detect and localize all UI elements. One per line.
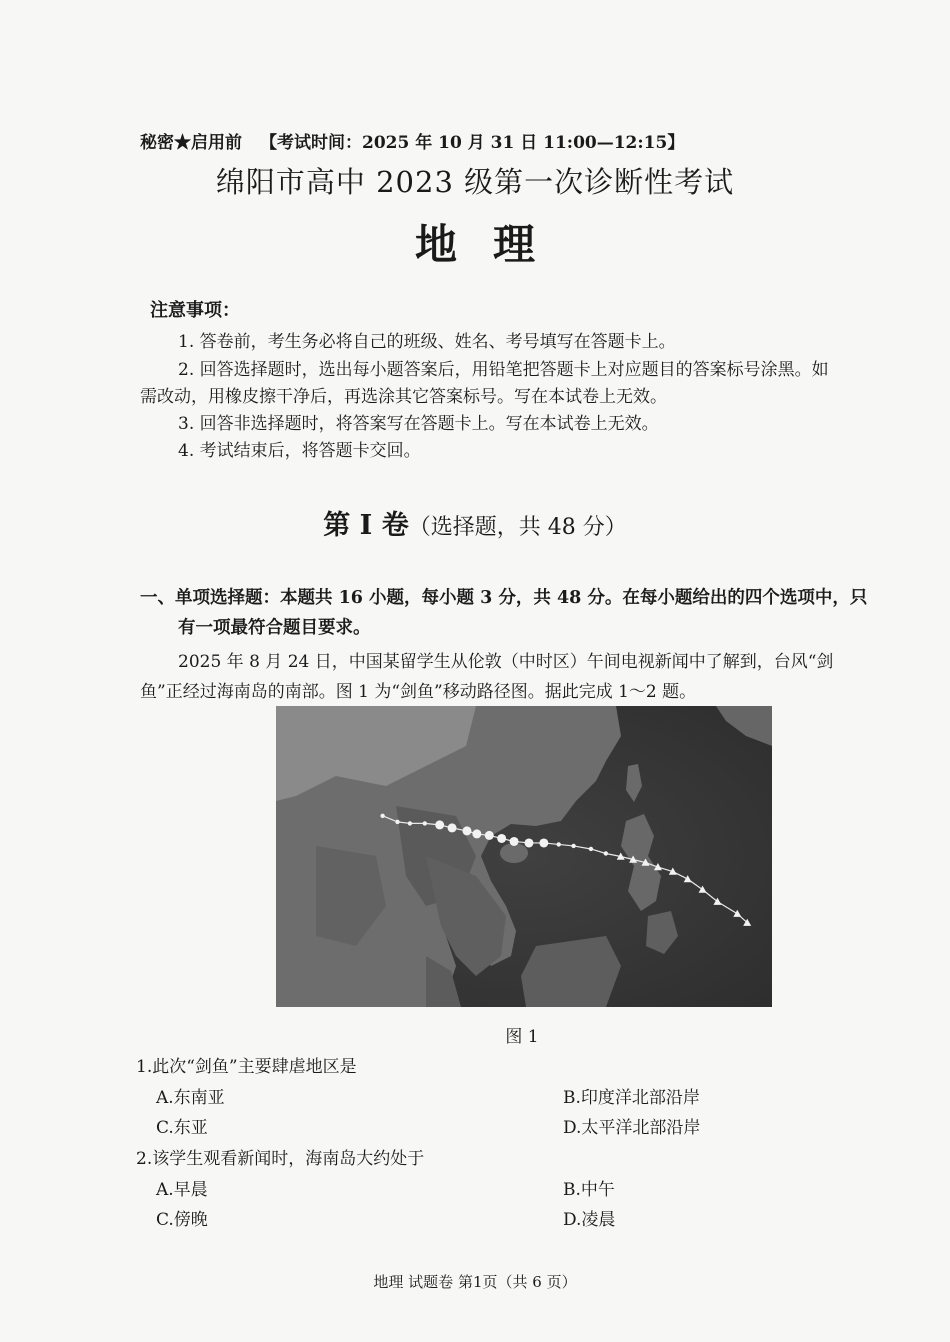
section-heading: 一、单项选择题：本题共 16 小题，每小题 3 分，共 48 分。在每小题给出的四个选项中，只 [140, 588, 868, 608]
track-marker [604, 851, 608, 855]
satellite-map-image [276, 706, 772, 1007]
track-marker [395, 820, 399, 824]
track-marker [448, 823, 457, 832]
question-1-option-d[interactable]: D.太平洋北部沿岸 [563, 1118, 701, 1138]
header-line [140, 128, 702, 153]
intro-text: 鱼”正经过海南岛的南部。图 1 为“剑鱼”移动路径图。据此完成 1～2 题。 [140, 682, 697, 702]
question-2-stem: 2.该学生观看新闻时，海南岛大约处于 [136, 1149, 425, 1169]
track-marker [423, 821, 427, 825]
track-marker [557, 842, 561, 846]
page-footer: 地理 试题卷 第1页（共 6 页） [373, 1273, 577, 1291]
track-marker [485, 831, 494, 840]
notice-heading: 注意事项： [150, 300, 240, 321]
notice-item: 1. 答卷前，考生务必将自己的班级、姓名、考号填写在答题卡上。 [178, 332, 676, 352]
question-2-option-a[interactable]: A.早晨 [156, 1180, 208, 1200]
notice-item: 4. 考试结束后，将答题卡交回。 [178, 441, 421, 461]
question-1-option-b[interactable]: B.印度洋北部沿岸 [563, 1088, 700, 1108]
track-marker [510, 837, 519, 846]
part-title [0, 503, 950, 542]
part-title-sub: （选择题，共 48 分） [408, 515, 627, 540]
subject-title: 地理 [414, 220, 571, 269]
notice-item: 需改动，用橡皮擦干净后，再选涂其它答案标号。写在本试卷上无效。 [140, 387, 667, 407]
track-marker [380, 814, 384, 818]
confidential-label: 秘密★启用前 [140, 133, 242, 153]
track-marker [497, 834, 506, 843]
question-2-option-d[interactable]: D.凌晨 [563, 1210, 616, 1230]
question-2-option-c[interactable]: C.傍晚 [156, 1210, 208, 1230]
typhoon-track-map [276, 706, 772, 1007]
question-1-stem: 1.此次“剑鱼”主要肆虐地区是 [136, 1057, 357, 1077]
track-marker [589, 847, 593, 851]
notice-item: 2. 回答选择题时，选出每小题答案后，用铅笔把答题卡上对应题目的答案标号涂黑。如 [178, 360, 829, 380]
question-2-option-b[interactable]: B.中午 [563, 1180, 615, 1200]
track-marker [462, 826, 471, 835]
track-marker [571, 844, 575, 848]
intro-text: 2025 年 8 月 24 日，中国某留学生从伦敦（中时区）午间电视新闻中了解到，台风“剑 [178, 652, 834, 672]
notice-item: 3. 回答非选择题时，将答案写在答题卡上。写在本试卷上无效。 [178, 414, 659, 434]
question-1-option-a[interactable]: A.东南亚 [156, 1088, 225, 1108]
exam-time: 【考试时间：2025 年 10 月 31 日 11:00—12:15】 [260, 133, 685, 153]
track-marker [524, 838, 533, 847]
part-title-main: 第 I 卷 [323, 510, 409, 541]
track-marker [435, 820, 444, 829]
track-marker [539, 838, 548, 847]
track-marker [408, 821, 412, 825]
track-marker [472, 829, 481, 838]
question-1-option-c[interactable]: C.东亚 [156, 1118, 208, 1138]
exam-title: 绵阳市高中 2023 级第一次诊断性考试 [215, 165, 735, 199]
section-heading-cont: 有一项最符合题目要求。 [178, 618, 371, 638]
figure-caption: 图 1 [505, 1027, 539, 1047]
